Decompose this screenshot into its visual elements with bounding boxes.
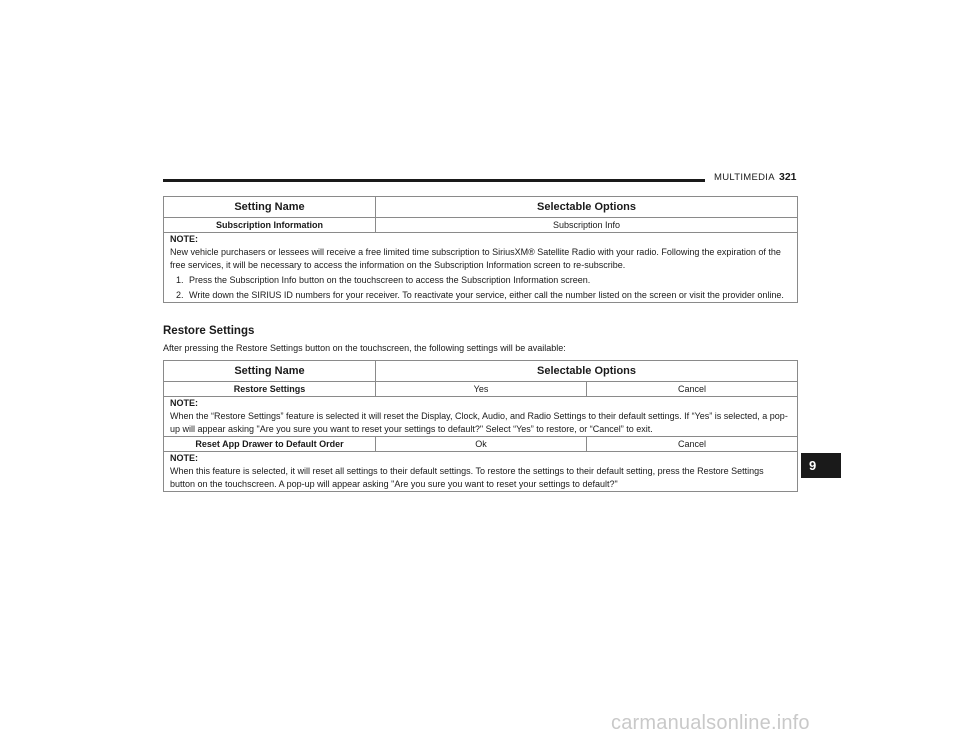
instruction-step: 1. Press the Subscription Info button on the touchscreen to access the Subscription Information screen. [186,274,791,287]
note-cell [164,397,798,437]
page-number: 321 [779,171,797,183]
note-label: NOTE: [170,234,198,244]
restore-settings-table [163,360,798,492]
table-row [164,437,798,452]
watermark: carmanualsonline.info [611,712,810,734]
column-header-selectable-options: Selectable Options [376,361,798,382]
note-label: NOTE: [170,453,198,463]
option-cell: Ok [376,437,587,452]
section-intro: After pressing the Restore Settings button on the touchscreen, the following settings will be available: [163,343,566,353]
chapter-tab: 9 [801,453,841,478]
subscription-settings-table [163,196,798,303]
section-title: Restore Settings [163,325,255,337]
column-header-setting-name: Setting Name [164,361,376,382]
option-cell: Subscription Info [376,218,798,233]
note-text: When the “Restore Settings” feature is selected it will reset the Display, Clock, Audio, and Radio Settings to their default settings. If “Yes” is selected, a pop-up will appear asking "Are you sure you want to reset your settings to default?" Select “Yes” to restore, or “Cancel” to exit. [170,411,788,434]
note-cell [164,233,798,303]
note-row [164,233,798,303]
table-header-row [164,197,798,218]
table-row [164,218,798,233]
note-text: New vehicle purchasers or lessees will receive a free limited time subscription to SiriusXM® Satellite Radio with your radio. Following the expiration of the free services, it will be necessary to access the information on the Subscription Information screen to re-subscribe. [170,247,781,270]
note-cell [164,452,798,492]
note-row [164,397,798,437]
column-header-setting-name: Setting Name [164,197,376,218]
option-cell: Cancel [587,382,798,397]
note-text: When this feature is selected, it will reset all settings to their default settings. To restore the settings to their default setting, press the Restore Settings button on the touchscreen. A pop-up will appear asking "Are you sure you want to reset your settings to default?" [170,466,764,489]
table-header-row [164,361,798,382]
option-cell: Yes [376,382,587,397]
table-row [164,382,798,397]
setting-name-cell: Subscription Information [164,218,376,233]
instruction-step: 2. Write down the SIRIUS ID numbers for your receiver. To reactivate your service, either call the number listed on the screen or visit the provider online. [186,289,791,302]
instruction-list [170,274,791,302]
header-section-title: MULTIMEDIA [714,172,775,183]
note-label: NOTE: [170,398,198,408]
note-row [164,452,798,492]
setting-name-cell: Reset App Drawer to Default Order [164,437,376,452]
column-header-selectable-options: Selectable Options [376,197,798,218]
setting-name-cell: Restore Settings [164,382,376,397]
header-rule [163,179,705,182]
option-cell: Cancel [587,437,798,452]
